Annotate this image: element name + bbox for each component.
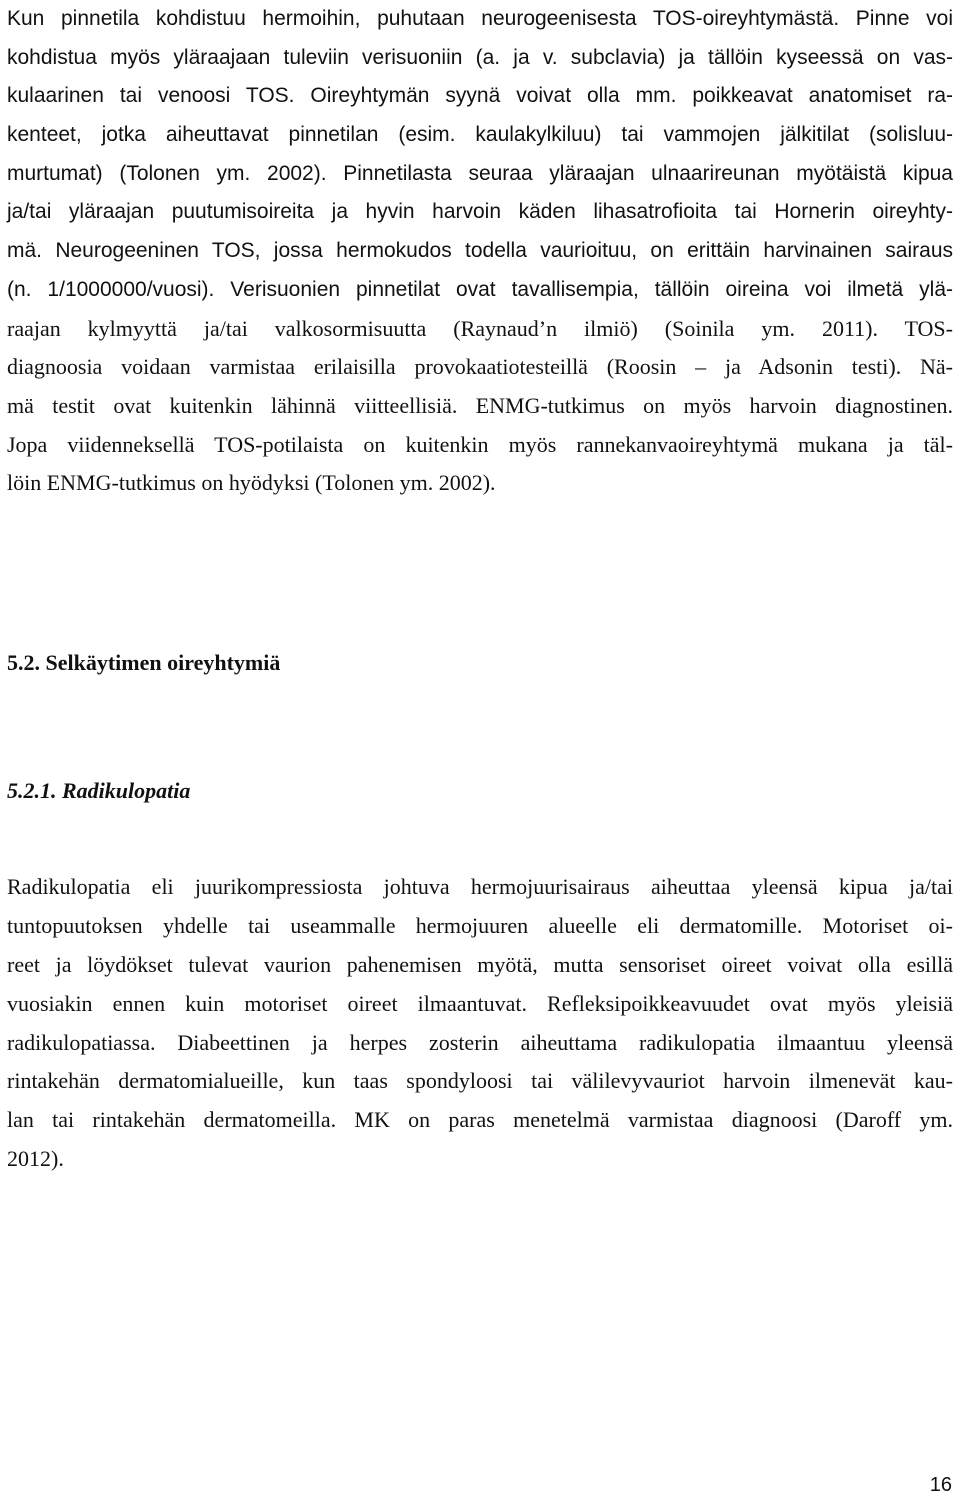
paragraph-line: reet ja löydökset tulevat vaurion pahenemisen myötä, mutta sensoriset oireet voivat olla esillä: [7, 951, 953, 977]
paragraph-line: rintakehän dermatomialueille, kun taas spondyloosi tai välilevyvauriot harvoin ilmenevät kau-: [7, 1068, 953, 1094]
paragraph-line: Radikulopatia eli juurikompressiosta johtuva hermojuurisairaus aiheuttaa yleensä kipua ja/tai: [7, 874, 953, 899]
page-number: 16: [929, 1474, 952, 1496]
paragraph-line: lan tai rintakehän dermatomeilla. MK on paras menetelmä varmistaa diagnoosi (Daroff ym.: [7, 1107, 953, 1133]
paragraph-line: mä. Neurogeeninen TOS, jossa hermokudos todella vaurioituu, on erittäin harvinainen sairaus: [7, 239, 953, 263]
paragraph-line: radikulopatiassa. Diabeettinen ja herpes zosterin aiheuttama radikulopatia ilmaantuu yleensä: [7, 1029, 953, 1055]
paragraph-tos: [7, 0, 953, 503]
paragraph-line: tuntopuutoksen yhdelle tai useammalle hermojuuren alueelle eli dermatomille. Motoriset oi-: [7, 912, 953, 938]
paragraph-line: kohdistua myös yläraajaan tuleviin verisuoniin (a. ja v. subclavia) ja tällöin kyseessä on vas-: [7, 45, 953, 69]
paragraph-radikulopatia: [7, 868, 953, 1179]
subsection-heading: 5.2.1. Radikulopatia: [7, 778, 191, 803]
paragraph-line: murtumat) (Tolonen ym. 2002). Pinnetilasta seuraa yläraajan ulnaarireunan myötäistä kipua: [7, 161, 953, 185]
paragraph-line: Kun pinnetila kohdistuu hermoihin, puhutaan neurogeenisesta TOS-oireyhtymästä. Pinne voi: [7, 7, 953, 30]
paragraph-line: 2012).: [7, 1146, 64, 1172]
paragraph-line: (n. 1/1000000/vuosi). Verisuonien pinnetilat ovat tavallisempia, tällöin oireina voi ilmetä ylä-: [7, 277, 953, 301]
paragraph-line: löin ENMG-tutkimus on hyödyksi (Tolonen ym. 2002).: [7, 470, 496, 496]
section-heading: 5.2. Selkäytimen oireyhtymiä: [7, 650, 281, 675]
paragraph-line: Jopa viidenneksellä TOS-potilaista on kuitenkin myös rannekanvaoireyhtymä mukana ja täl-: [7, 431, 953, 457]
paragraph-line: vuosiakin ennen kuin motoriset oireet ilmaantuvat. Refleksipoikkeavuudet ovat myös yleisiä: [7, 990, 953, 1016]
paragraph-line: diagnoosia voidaan varmistaa erilaisilla provokaatiotesteillä (Roosin – ja Adsonin testi). Nä-: [7, 354, 953, 380]
paragraph-line: kulaarinen tai venoosi TOS. Oireyhtymän syynä voivat olla mm. poikkeavat anatomiset ra-: [7, 84, 953, 108]
paragraph-line: kenteet, jotka aiheuttavat pinnetilan (esim. kaulakylkiluu) tai vammojen jälkitilat (solisluu-: [7, 123, 953, 147]
paragraph-line: raajan kylmyyttä ja/tai valkosormisuutta (Raynaud’n ilmiö) (Soinila ym. 2011). TOS-: [7, 315, 953, 341]
paragraph-line: ja/tai yläraajan puutumisoireita ja hyvin harvoin käden lihasatrofioita tai Hornerin oireyhty-: [7, 200, 953, 224]
paragraph-line: mä testit ovat kuitenkin lähinnä viitteellisiä. ENMG-tutkimus on myös harvoin diagnostinen.: [7, 392, 953, 418]
